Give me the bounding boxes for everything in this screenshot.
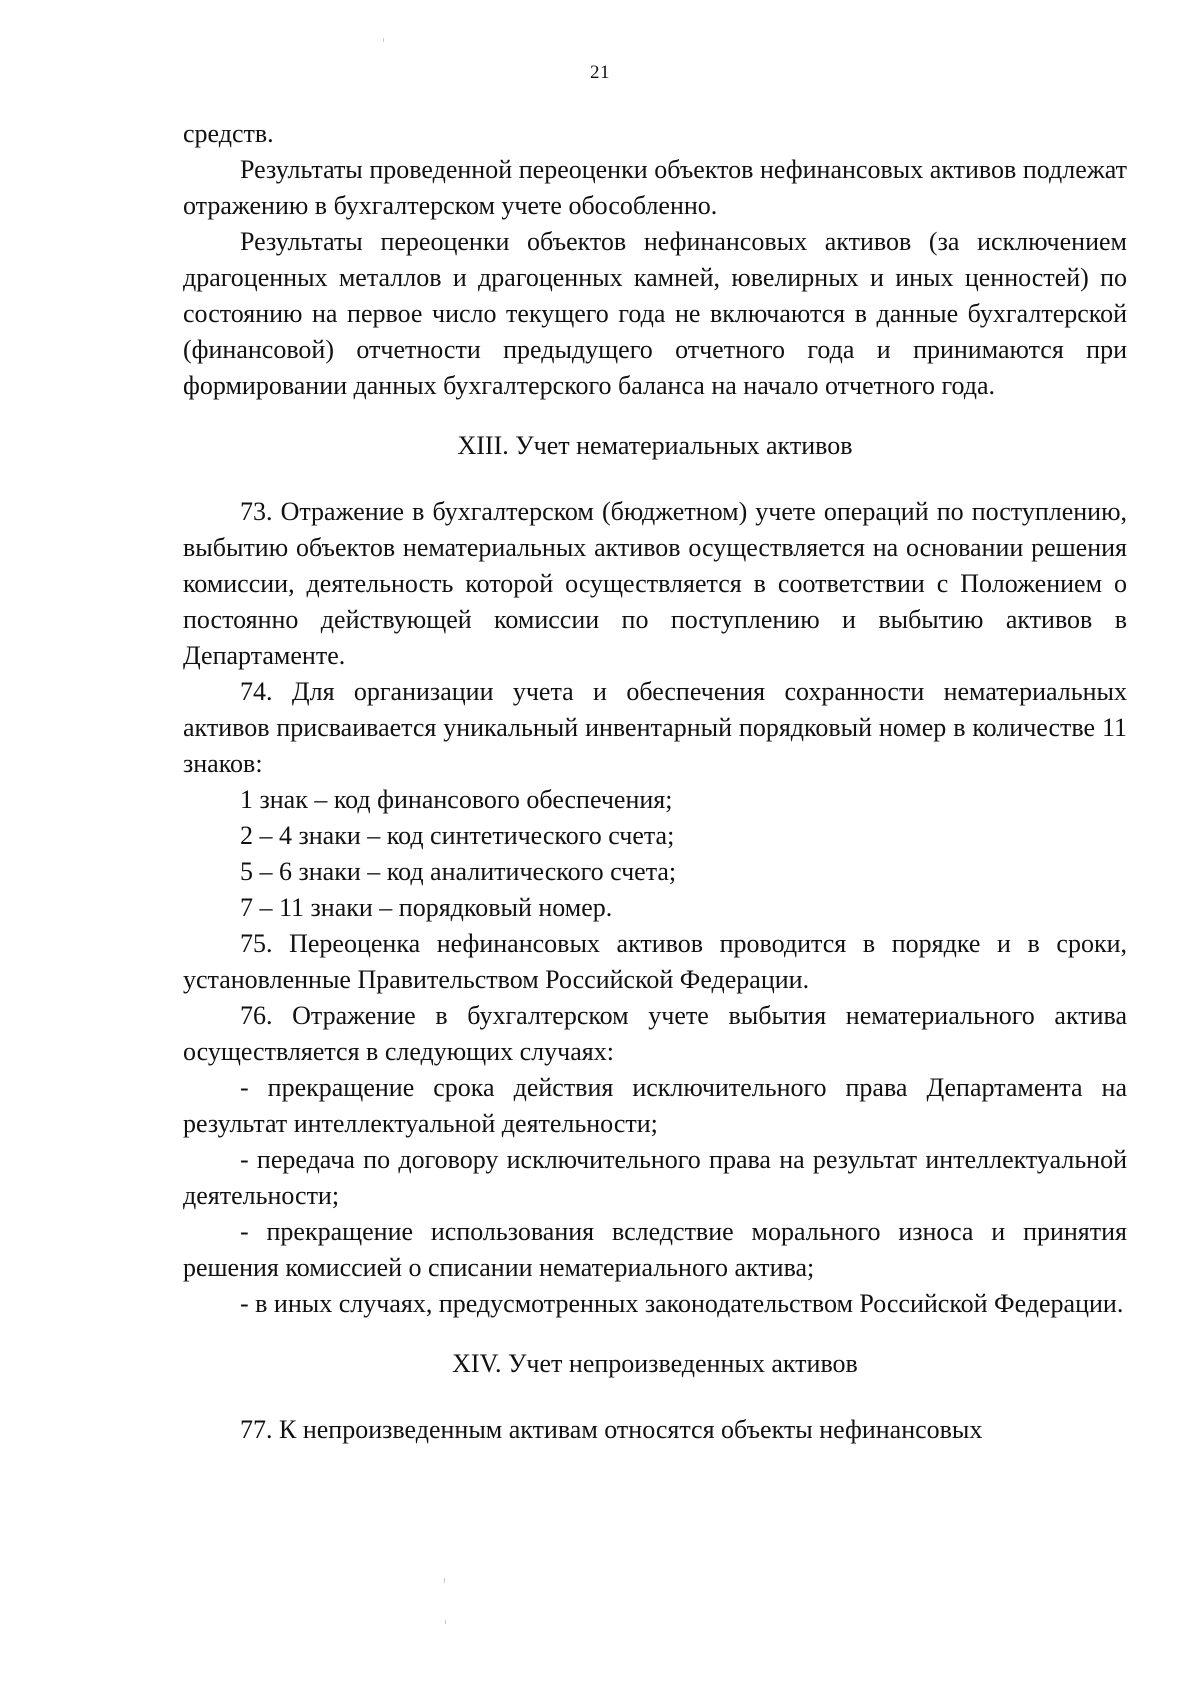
paragraph-revaluation-results: Результаты проведенной переоценки объектов нефинансовых активов подлежат отражению в бухгалтерском учете обособленно. bbox=[183, 155, 1127, 220]
paragraph-continuation: средств. bbox=[183, 119, 274, 148]
inventory-code-line-3: 5 – 6 знаки – код аналитического счета; bbox=[240, 857, 677, 886]
paragraph-76: 76. Отражение в бухгалтерском учете выбытия нематериального актива осуществляется в следующих случаях: bbox=[183, 1001, 1127, 1066]
inventory-code-line-4: 7 – 11 знаки – порядковый номер. bbox=[240, 893, 613, 922]
paragraph-74: 74. Для организации учета и обеспечения сохранности нематериальных активов присваивается уникальный инвентарный порядковый номер в количестве 11 знаков: bbox=[183, 677, 1127, 778]
scan-mark-bottom-2 bbox=[445, 1620, 446, 1624]
scan-mark-top bbox=[383, 38, 384, 42]
inventory-code-line-2: 2 – 4 знаки – код синтетического счета; bbox=[240, 821, 675, 850]
disposal-case-3: - прекращение использования вследствие морального износа и принятия решения комиссией о списании нематериального актива; bbox=[183, 1217, 1127, 1282]
scan-mark-bottom bbox=[444, 1578, 445, 1583]
paragraph-75: 75. Переоценка нефинансовых активов проводится в порядке и в сроки, установленные Правительством Российской Федерации. bbox=[183, 929, 1127, 994]
disposal-case-2: - передача по договору исключительного права на результат интеллектуальной деятельности; bbox=[183, 1145, 1127, 1210]
document-body bbox=[183, 116, 1127, 1448]
page-number: 21 bbox=[590, 62, 610, 83]
section-heading-xiv: XIV. Учет непроизведенных активов bbox=[452, 1349, 858, 1378]
section-heading-xiii: XIII. Учет нематериальных активов bbox=[457, 431, 853, 460]
disposal-case-4: - в иных случаях, предусмотренных законодательством Российской Федерации. bbox=[240, 1289, 1124, 1318]
inventory-code-line-1: 1 знак – код финансового обеспечения; bbox=[240, 785, 673, 814]
paragraph-revaluation-exclusions: Результаты переоценки объектов нефинансовых активов (за исключением драгоценных металлов и драгоценных камней, ювелирных и иных ценностей) по состоянию на первое число текущего года не включаются в данные бухгалтерской (финансовой) отчетности предыдущего отчетного года и принимаются при формировании данных бухгалтерского баланса на начало отчетного года. bbox=[183, 227, 1127, 400]
paragraph-77: 77. К непроизведенным активам относятся объекты нефинансовых bbox=[240, 1415, 983, 1444]
disposal-case-1: - прекращение срока действия исключительного права Департамента на результат интеллектуальной деятельности; bbox=[183, 1073, 1127, 1138]
paragraph-73: 73. Отражение в бухгалтерском (бюджетном) учете операций по поступлению, выбытию объектов нематериальных активов осуществляется на основании решения комиссии, деятельность которой осуществляется в соответствии с Положением о постоянно действующей комиссии по поступлению и выбытию активов в Департаменте. bbox=[183, 497, 1127, 670]
